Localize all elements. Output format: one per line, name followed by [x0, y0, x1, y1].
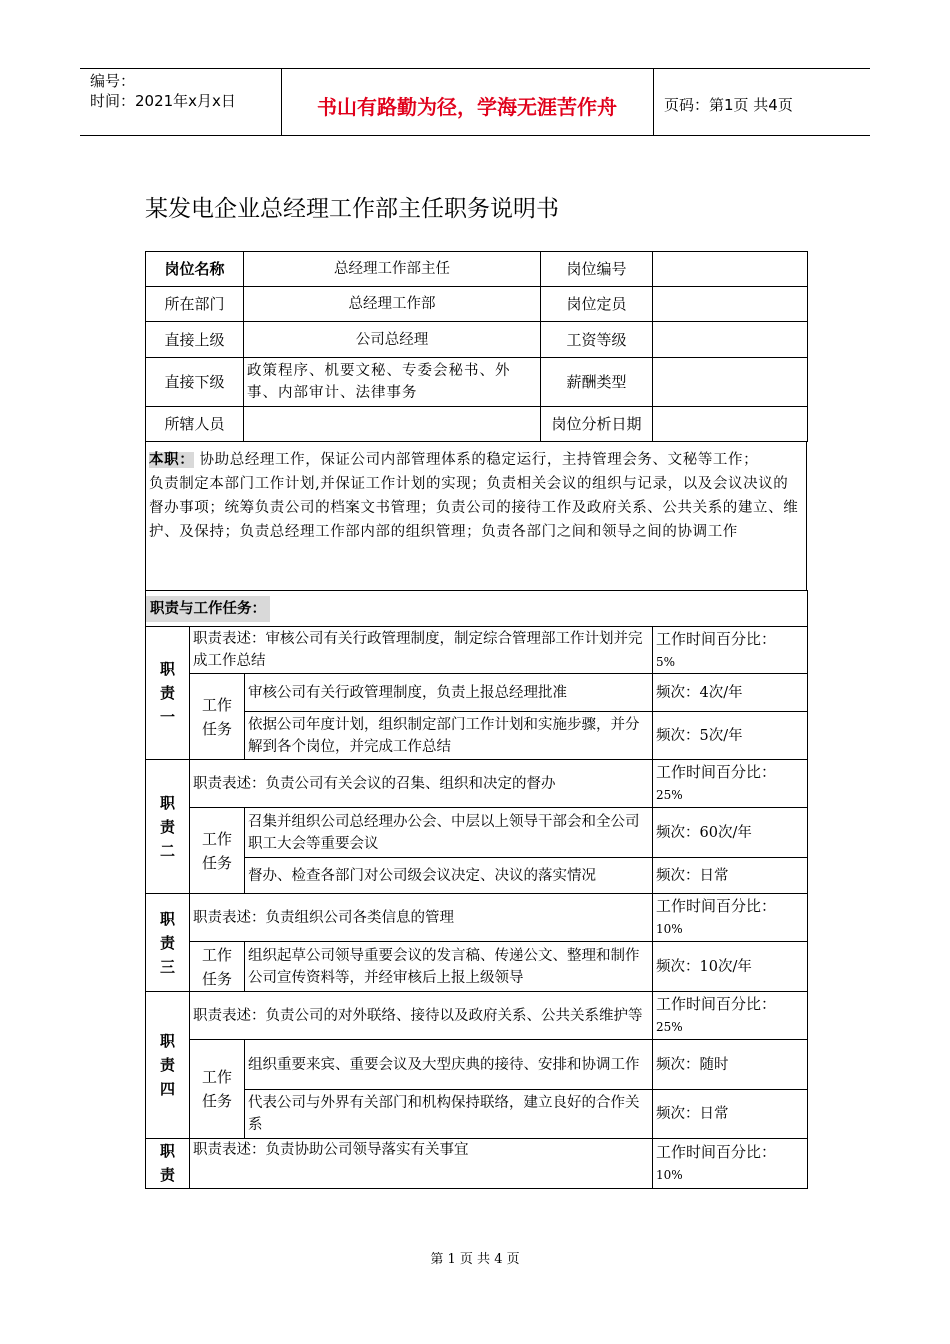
- task-text: 督办、检查各部门对公司级会议决定、决议的落实情况: [245, 858, 653, 894]
- duty-pct-cell: [653, 627, 808, 674]
- page-footer: 第 1 页 共 4 页: [430, 1252, 520, 1267]
- value-cell: [653, 322, 808, 358]
- page-indicator: 页码：第1页 共4页: [664, 96, 793, 114]
- label-cell: 岗位名称: [146, 252, 244, 287]
- label-cell: 所辖人员: [146, 407, 244, 442]
- table-row: [146, 712, 808, 760]
- header-motto: 书山有路勤为径，学海无涯苦作舟: [317, 95, 617, 119]
- task-text: 召集并组织公司总经理办公会、中层以上领导干部会和全公司职工大会等重要会议: [245, 808, 653, 858]
- pct-label: 工作时间百分比：: [656, 629, 777, 648]
- task-text: 组织起草公司领导重要会议的发言稿、传递公文、整理和制作公司宣传资料等，并经审核后上报上级领导: [245, 942, 653, 992]
- doc-time-label: 时间：2021年x月x日: [90, 92, 236, 110]
- pct-label: 工作时间百分比：: [656, 1143, 777, 1161]
- header-divider: [653, 68, 654, 135]
- pct-value: 10%: [656, 1168, 683, 1182]
- doc-number-label: 编号：: [90, 72, 136, 90]
- table-row: [146, 1040, 808, 1090]
- pct-value: 25%: [656, 1020, 683, 1034]
- task-text: 依据公司年度计划，组织制定部门工作计划和实施步骤，并分解到各个岗位，并完成工作总结: [245, 712, 653, 760]
- task-label-cell: [190, 808, 245, 894]
- duty-statement: 职责表述：负责协助公司领导落实有关事宜: [190, 1139, 653, 1189]
- pct-value: 5%: [656, 654, 676, 669]
- table-row: [146, 287, 808, 322]
- summary-cell: [146, 442, 807, 591]
- value-cell: 总经理工作部: [244, 287, 541, 322]
- table-row: [146, 591, 808, 627]
- task-label-cell: [190, 942, 245, 992]
- table-row: [146, 1090, 808, 1139]
- table-row: [146, 407, 808, 442]
- pct-label: 工作时间百分比：: [656, 897, 777, 915]
- summary-table: [145, 441, 807, 591]
- pct-label: 工作时间百分比：: [656, 995, 777, 1013]
- label-cell: 直接下级: [146, 358, 244, 407]
- value-cell: 政策程序、机要文秘、专委会秘书、外事、内部审计、法律事务: [244, 358, 541, 407]
- summary-line: 负责制定本部门工作计划,并保证工作计划的实现；负责相关会议的组织与记录，以及会议决议的督办事项；统筹负责公司的档案文书管理；负责公司的接待工作及政府关系、公共关系的建立、维护、及保持；负责总经理工作部内部的组织管理；负责各部门之间和领导之间的协调工作: [149, 476, 799, 540]
- summary-label: 本职：: [149, 452, 195, 468]
- duty-pct-cell: [653, 1139, 808, 1189]
- header-top-rule: [80, 68, 870, 69]
- value-cell: [653, 358, 808, 407]
- duty-statement: 职责表述：负责公司的对外联络、接待以及政府关系、公共关系维护等: [190, 992, 653, 1040]
- task-label: 工作任务: [202, 829, 233, 872]
- label-cell: 岗位分析日期: [541, 407, 653, 442]
- label-cell: 岗位编号: [541, 252, 653, 287]
- header-bottom-rule: [80, 135, 870, 136]
- summary-line: 协助总经理工作，保证公司内部管理体系的稳定运行，主持管理会务、文秘等工作；: [199, 452, 759, 468]
- table-row: [146, 760, 808, 808]
- table-row: [146, 674, 808, 712]
- label-cell: 直接上级: [146, 322, 244, 358]
- duty-title: 职责三: [160, 909, 176, 976]
- task-label: 工作任务: [202, 945, 233, 988]
- table-row: [146, 894, 808, 942]
- value-cell: [653, 252, 808, 287]
- table-row: [146, 358, 808, 407]
- table-row: [146, 992, 808, 1040]
- duty-title-cell: [146, 1139, 190, 1189]
- duty-title-cell: [146, 992, 190, 1139]
- pct-label: 工作时间百分比：: [656, 763, 777, 781]
- value-cell: [653, 287, 808, 322]
- duties-header: 职责与工作任务：: [146, 596, 270, 622]
- task-text: 组织重要来宾、重要会议及大型庆典的接待、安排和协调工作: [245, 1040, 653, 1090]
- duty-pct-cell: [653, 894, 808, 942]
- label-cell: 所在部门: [146, 287, 244, 322]
- duty-statement: 职责表述：审核公司有关行政管理制度，制定综合管理部工作计划并完成工作总结: [190, 627, 653, 674]
- task-text: 代表公司与外界有关部门和机构保持联络，建立良好的合作关系: [245, 1090, 653, 1139]
- duty-pct-cell: [653, 992, 808, 1040]
- task-label-cell: [190, 674, 245, 760]
- task-frequency: 频次：日常: [653, 858, 808, 894]
- table-row: [146, 808, 808, 858]
- pct-value: 10%: [656, 922, 683, 936]
- task-label: 工作任务: [202, 695, 233, 738]
- duty-title-cell: [146, 894, 190, 992]
- table-row: [146, 252, 808, 287]
- task-frequency: 频次：随时: [653, 1040, 808, 1090]
- duty-statement: 职责表述：负责组织公司各类信息的管理: [190, 894, 653, 942]
- label-cell: 工资等级: [541, 322, 653, 358]
- table-row: [146, 858, 808, 894]
- duty-pct-cell: [653, 760, 808, 808]
- table-row: [146, 1139, 808, 1189]
- duties-header-cell: [146, 591, 808, 627]
- table-row: [146, 442, 807, 591]
- value-cell: 公司总经理: [244, 322, 541, 358]
- duties-table: [145, 590, 808, 1189]
- position-info-table: [145, 251, 808, 442]
- task-frequency: 频次：日常: [653, 1090, 808, 1139]
- duty-title: 职责四: [160, 1032, 176, 1098]
- duty-title: 职责: [160, 1142, 176, 1184]
- table-row: [146, 627, 808, 674]
- task-frequency: 频次：5次/年: [653, 712, 808, 760]
- task-frequency: 频次：4次/年: [653, 674, 808, 712]
- label-cell: 岗位定员: [541, 287, 653, 322]
- duty-title: 职责二: [160, 793, 176, 860]
- task-label: 工作任务: [202, 1068, 233, 1110]
- value-cell: [244, 407, 541, 442]
- page-title: 某发电企业总经理工作部主任职务说明书: [145, 196, 559, 222]
- duty-title-cell: [146, 760, 190, 894]
- task-label-cell: [190, 1040, 245, 1139]
- duty-title: 职责一: [160, 660, 176, 726]
- pct-value: 25%: [656, 788, 683, 802]
- task-text: 审核公司有关行政管理制度，负责上报总经理批准: [245, 674, 653, 712]
- value-cell: 总经理工作部主任: [244, 252, 541, 287]
- value-cell: [653, 407, 808, 442]
- task-frequency: 频次：60次/年: [653, 808, 808, 858]
- task-frequency: 频次：10次/年: [653, 942, 808, 992]
- table-row: [146, 942, 808, 992]
- table-row: [146, 322, 808, 358]
- label-cell: 薪酬类型: [541, 358, 653, 407]
- duty-title-cell: [146, 627, 190, 760]
- duty-statement: 职责表述：负责公司有关会议的召集、组织和决定的督办: [190, 760, 653, 808]
